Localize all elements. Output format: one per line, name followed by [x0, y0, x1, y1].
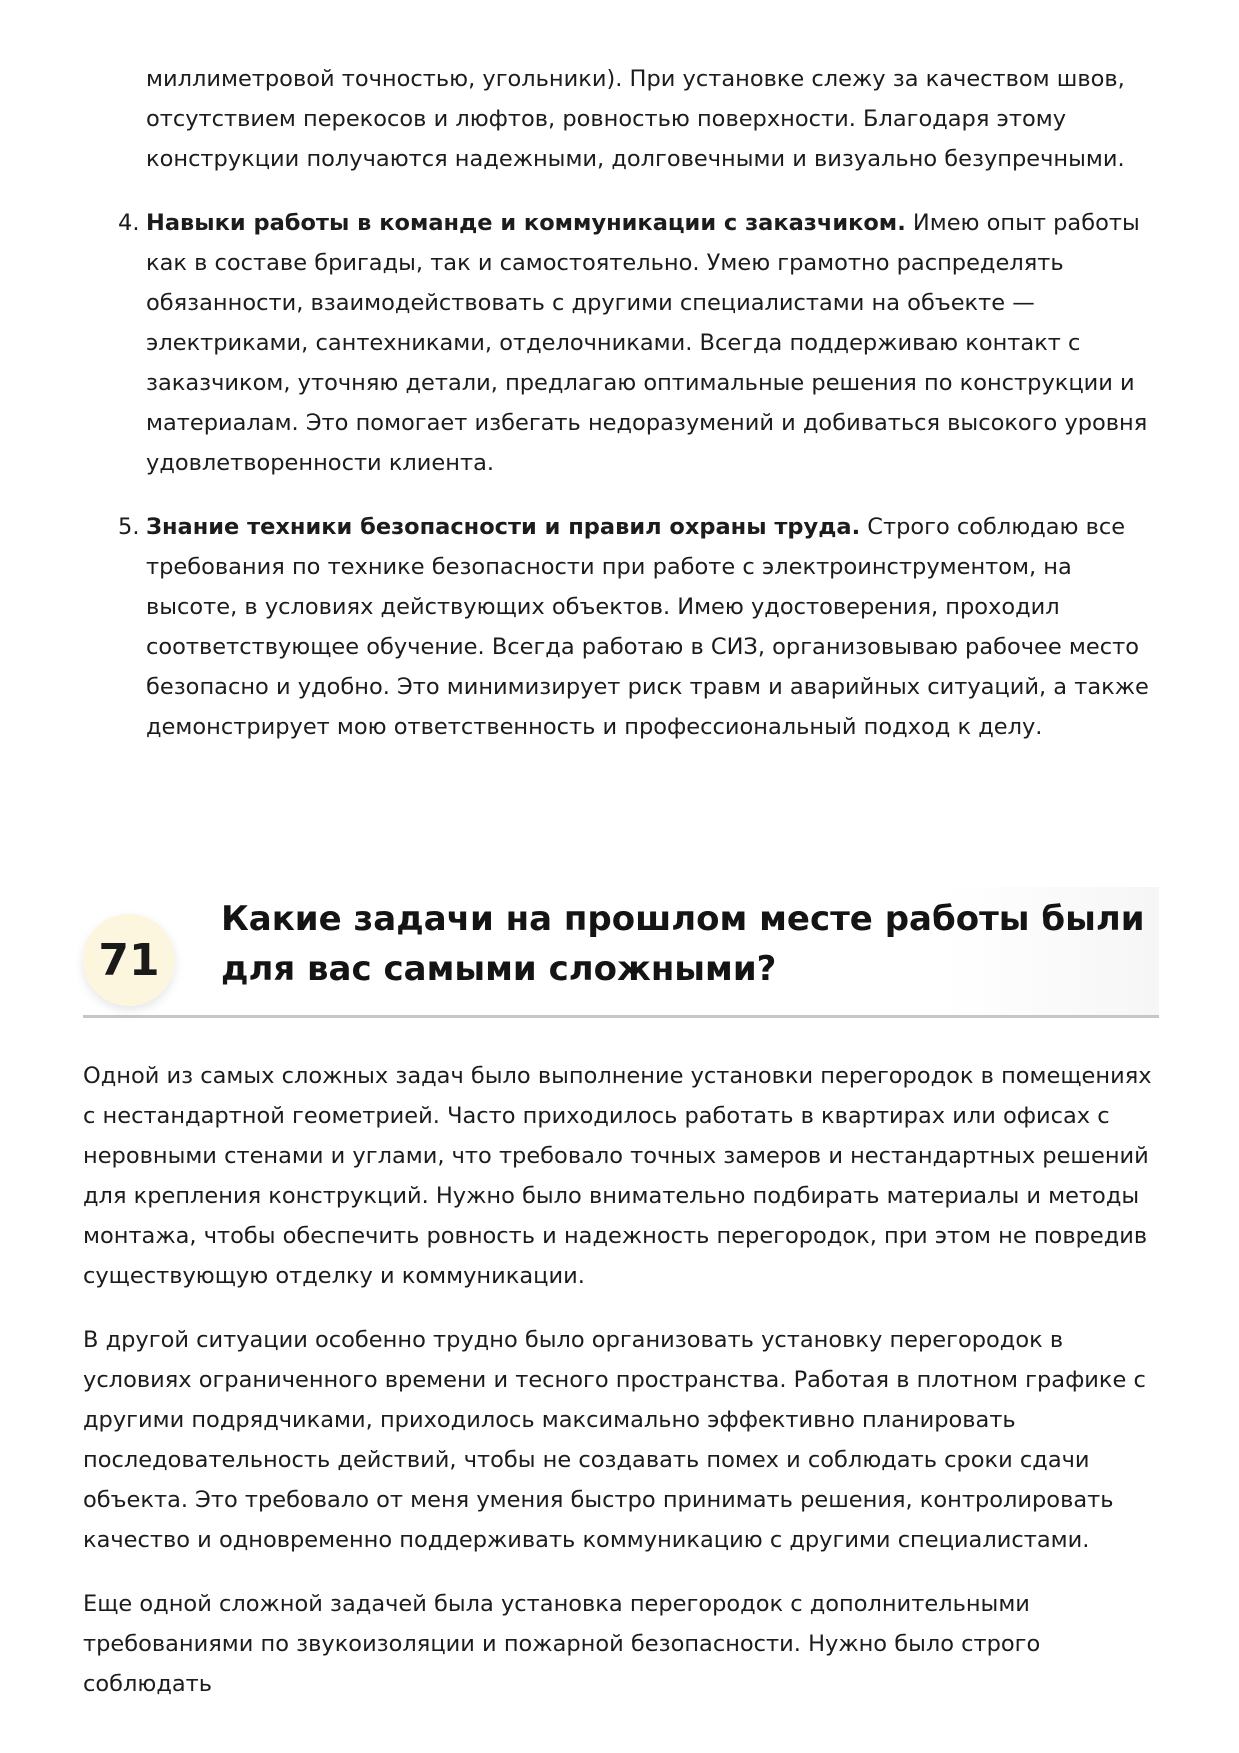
answer-paragraph-1: Одной из самых сложных задач было выполнение установки перегородок в помещениях с нестандартной геометрией. Часто приходилось работать в квартирах или офисах с неровными стенами и углами, что требовало точных замеров и нестандартных решений для крепления конструкций. Нужно было внимательно подбирать материалы и методы монтажа, чтобы обеспечить ровность и надежность перегородок, при этом не повредив существующую отделку и коммуникации. — [83, 1063, 1152, 1289]
list-item-text: Строго соблюдаю все требования по технике безопасности при работе с электроинструментом, на высоте, в условиях действующих объектов. Имею удостоверения, проходил соответствующее обучение. Всегда работаю в СИЗ, организовываю рабочее место безопасно и удобно. Это минимизирует риск травм и аварийных ситуаций, а также демонстрирует мою ответственность и профессиональный подход к делу. — [146, 514, 1149, 740]
answer-paragraph-3: Еще одной сложной задачей была установка перегородок с дополнительными требованиями по звукоизоляции и пожарной безопасности. Нужно было строго соблюдать — [83, 1591, 1041, 1697]
list-item-bold: Знание техники безопасности и правил охраны труда. — [146, 514, 861, 540]
list-item-4 — [118, 203, 1162, 483]
list-item-text: миллиметровой точностью, угольники). При установке слежу за качеством швов, отсутствием перекосов и люфтов, ровностью поверхности. Благодаря этому конструкции получаются надежными, долговечными и визуально безупречными. — [146, 66, 1125, 172]
answer-body — [83, 1056, 1163, 1728]
answer-paragraph-2: В другой ситуации особенно трудно было организовать установку перегородок в условиях ограниченного времени и тесного пространства. Работая в плотном графике с другими подрядчиками, приходилось максимально эффективно планировать последовательность действий, чтобы не создавать помех и соблюдать сроки сдачи объекта. Это требовало от меня умения быстро принимать решения, контролировать качество и одновременно поддерживать коммуникацию с другими специалистами. — [83, 1327, 1146, 1553]
list-item-continued — [146, 59, 1162, 179]
question-number-badge: 71 — [83, 914, 175, 1006]
question-title: Какие задачи на прошлом месте работы были для вас самыми сложными? — [221, 899, 1145, 989]
list-item-text: Имею опыт работы как в составе бригады, так и самостоятельно. Умею грамотно распределять обязанности, взаимодействовать с другими специалистами на объекте — электриками, сантехниками, отделочниками. Всегда поддерживаю контакт с заказчиком, уточняю детали, предлагаю оптимальные решения по конструкции и материалам. Это помогает избегать недоразумений и добиваться высокого уровня удовлетворенности клиента. — [146, 210, 1148, 476]
list-item-number: 5. — [118, 514, 140, 540]
skills-list — [118, 59, 1162, 771]
question-header — [83, 887, 1159, 1018]
list-item-number: 4. — [118, 210, 140, 236]
list-item-bold: Навыки работы в команде и коммуникации с заказчиком. — [146, 210, 906, 236]
list-item-5 — [118, 507, 1162, 747]
